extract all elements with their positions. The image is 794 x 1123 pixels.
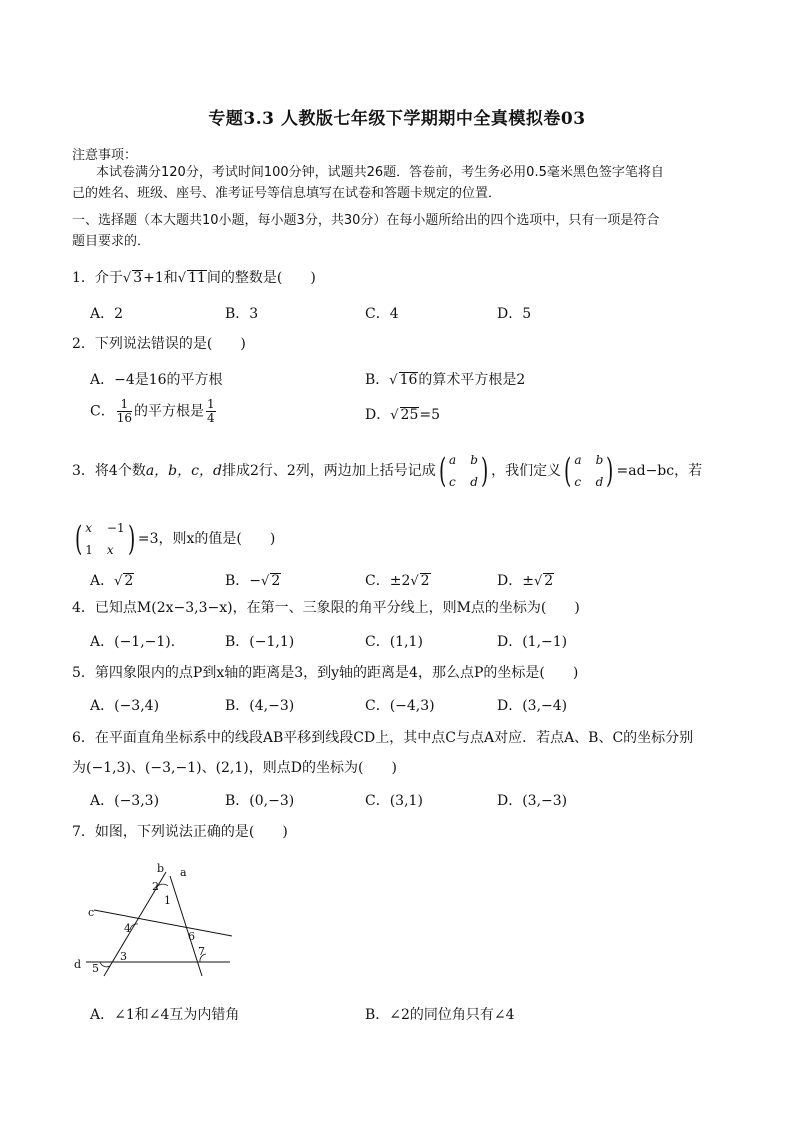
q1-option-c[interactable]: C．4 bbox=[365, 306, 399, 322]
q3-option-b[interactable]: B．−√ 2 bbox=[225, 573, 281, 589]
line-a bbox=[170, 876, 202, 976]
q5-option-c[interactable]: C．(−4,3) bbox=[365, 698, 435, 714]
question-3-line2: ( x −1 1 x ) =3，则x的值是( ) bbox=[72, 518, 732, 560]
q4-option-d[interactable]: D．(1,−1) bbox=[497, 634, 568, 650]
q4-option-c[interactable]: C．(1,1) bbox=[365, 634, 423, 650]
line-c bbox=[94, 910, 232, 936]
section-heading-1: 一、选择题（本大题共10小题，每小题3分，共30分）在每小题所给出的四个选项中，只有一项是符合 bbox=[72, 213, 660, 228]
q6-option-b[interactable]: B．(0,−3) bbox=[225, 793, 295, 809]
q7-option-a[interactable]: A．∠1和∠4互为内错角 bbox=[90, 1007, 240, 1023]
q3-option-c[interactable]: C．±2√ 2 bbox=[365, 573, 430, 589]
question-1: 1．介于√ 3+1和√ 11间的整数是( ) bbox=[72, 270, 316, 286]
angle-arc-4 bbox=[130, 924, 138, 930]
q4-option-b[interactable]: B．(−1,1) bbox=[225, 634, 295, 650]
q5-option-a[interactable]: A．(−3,4) bbox=[90, 698, 160, 714]
question-6-line1: 6．在平面直角坐标系中的线段AB平移到线段CD上，其中点C与点A对应．若点A、B、C的坐标分别 bbox=[72, 730, 694, 746]
question-3-line1: 3．将4个数a，b，c，d排成2行、2列，两边加上括号记成 ( a b c d ) ，我们定义 ( a b c d ) =ad−bc，若 bbox=[72, 451, 703, 491]
q3-option-a[interactable]: A．√ 2 bbox=[90, 573, 134, 589]
q4-option-a[interactable]: A．(−1,−1)． bbox=[90, 634, 185, 650]
q6-option-d[interactable]: D．(3,−3) bbox=[497, 793, 568, 809]
q1-option-b[interactable]: B．3 bbox=[225, 306, 259, 322]
q2-option-c[interactable]: C． $\frac{1}{16}$ 的平方根是 $\frac{1}{4}$ bbox=[90, 397, 215, 425]
angle-arc-5 bbox=[100, 962, 110, 967]
matrix-definition: ( a b c d ) bbox=[564, 451, 614, 491]
question-5: 5．第四象限内的点P到x轴的距离是3，到y轴的距离是4，那么点P的坐标是( ) bbox=[72, 665, 579, 681]
q5-option-b[interactable]: B．(4,−3) bbox=[225, 698, 295, 714]
q5-option-d[interactable]: D．(3,−4) bbox=[497, 698, 568, 714]
geometry-diagram bbox=[72, 858, 242, 986]
q2-option-a[interactable]: A．−4是16的平方根 bbox=[90, 372, 223, 388]
label-angle-2: 2 bbox=[152, 880, 159, 893]
question-2: 2．下列说法错误的是( ) bbox=[72, 336, 246, 352]
q3-option-d[interactable]: D．±√ 2 bbox=[497, 573, 554, 589]
label-angle-4: 4 bbox=[124, 922, 131, 935]
q2-option-b[interactable]: B．√ 16的算术平方根是2 bbox=[365, 372, 526, 388]
label-angle-7: 7 bbox=[198, 945, 205, 958]
question-7: 7．如图，下列说法正确的是( ) bbox=[72, 824, 288, 840]
q6-option-c[interactable]: C．(3,1) bbox=[365, 793, 423, 809]
q7-option-b[interactable]: B．∠2的同位角只有∠4 bbox=[365, 1007, 515, 1023]
label-d: d bbox=[74, 958, 82, 971]
notice-text-1: 本试卷满分120分，考试时间100分钟，试题共26题．答卷前，考生务必用0.5毫米黑色签字笔将自 bbox=[96, 165, 664, 180]
label-angle-3: 3 bbox=[120, 950, 127, 963]
matrix-notation: ( a b c d ) bbox=[438, 451, 489, 491]
label-angle-1: 1 bbox=[164, 894, 171, 907]
page-title: 专题3.3 人教版七年级下学期期中全真模拟卷03 bbox=[208, 109, 586, 129]
question-6-line2: 为(−1,3)、(−3,−1)、(2,1)，则点D的坐标为( ) bbox=[72, 760, 397, 776]
label-c: c bbox=[88, 906, 95, 919]
label-a: a bbox=[180, 866, 187, 879]
label-b: b bbox=[157, 862, 165, 875]
notice-text-2: 己的姓名、班级、座号、准考证号等信息填写在试卷和答题卡规定的位置． bbox=[72, 186, 502, 201]
matrix-x: ( x −1 1 x ) bbox=[74, 519, 135, 559]
label-angle-5: 5 bbox=[92, 962, 99, 975]
q1-option-a[interactable]: A．2 bbox=[90, 306, 124, 322]
q6-option-a[interactable]: A．(−3,3) bbox=[90, 793, 160, 809]
question-4: 4．已知点M(2x−3,3−x)，在第一、三象限的角平分线上，则M点的坐标为( ) bbox=[72, 600, 580, 616]
q1-option-d[interactable]: D．5 bbox=[497, 306, 532, 322]
section-heading-2: 题目要求的． bbox=[72, 234, 151, 249]
q2-option-d[interactable]: D．√ 25=5 bbox=[365, 407, 440, 423]
notice-heading: 注意事项： bbox=[72, 148, 138, 163]
label-angle-6: 6 bbox=[188, 930, 195, 943]
